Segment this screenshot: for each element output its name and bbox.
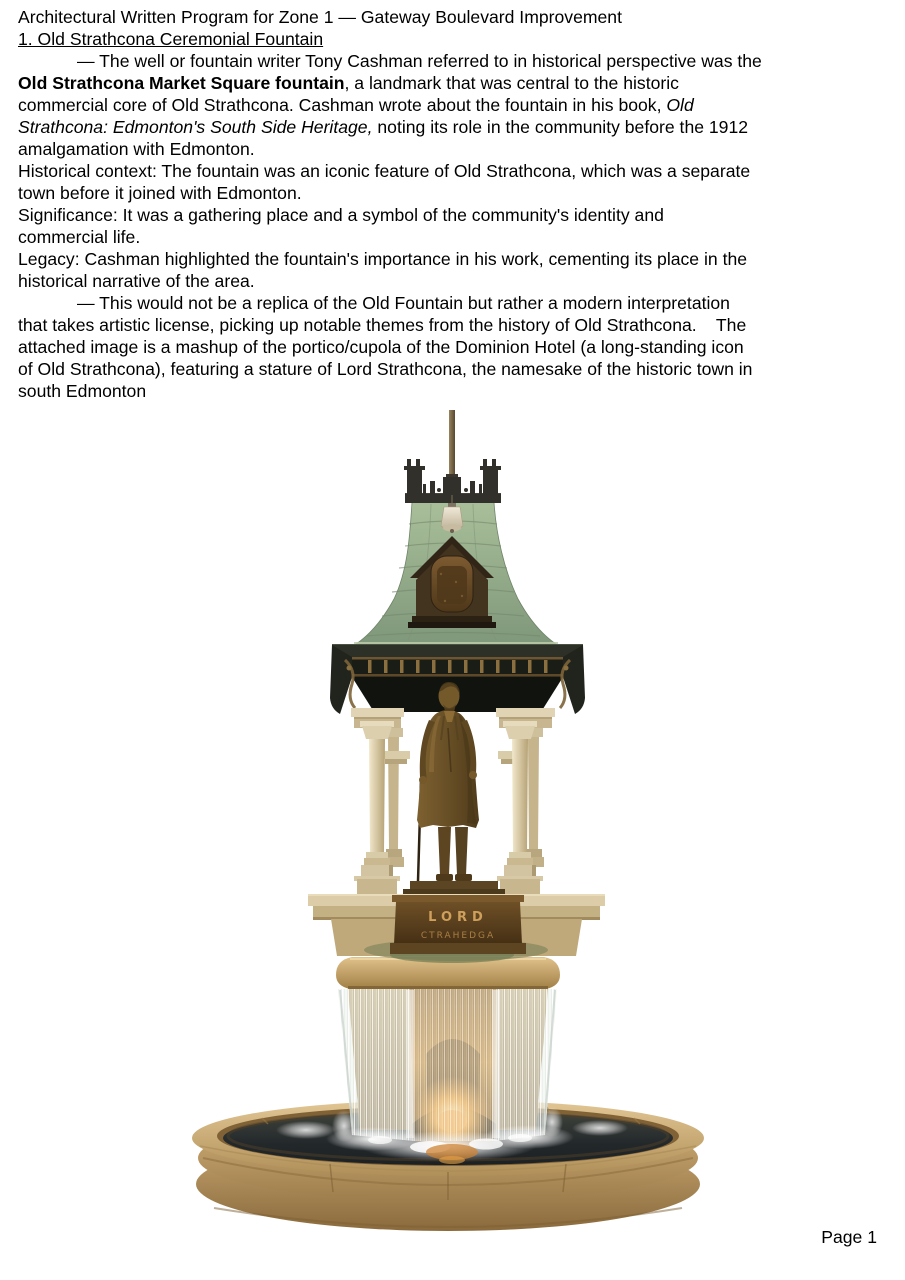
text-line [18,94,890,116]
text-line [18,248,890,270]
text-line [18,6,890,28]
fountain-illustration [180,406,740,1232]
page-number: Page 1 [821,1227,877,1247]
text-line [18,72,890,94]
water-curtain [338,989,557,1141]
text-line [18,270,890,292]
text-segment: commercial life. [18,227,141,247]
text-segment: of Old Strathcona), featuring a stature of Lord Strathcona, the namesake of the historic town in [18,359,753,379]
text-line [18,138,890,160]
text-segment: attached image is a mashup of the portico/cupola of the Dominion Hotel (a long-standing icon [18,337,744,357]
text-segment: south Edmonton [18,381,147,401]
text-segment: — The well or fountain writer Tony Cashman referred to in historical perspective was the [77,51,762,71]
text-line [18,116,890,138]
text-segment: Old [666,95,694,115]
text-line [18,160,890,182]
text-segment: noting its role in the community before the 1912 [372,117,749,137]
text-segment: amalgamation with Edmonton. [18,139,255,159]
text-segment: that takes artistic license, picking up notable themes from the history of Old Strathcona. The [18,315,747,335]
text-line [18,182,890,204]
text-segment: Legacy: Cashman highlighted the fountain's importance in his work, cementing its place in the [18,249,748,269]
fountain-concept-image [180,406,740,1232]
text-segment: town before it joined with Edmonton. [18,183,302,203]
text-segment: Historical context: The fountain was an iconic feature of Old Strathcona, which was a separate [18,161,751,181]
text-segment: historical narrative of the area. [18,271,255,291]
text-segment: 1. Old Strathcona Ceremonial Fountain [18,29,324,49]
text-segment: commercial core of Old Strathcona. Cashman wrote about the fountain in his book, [18,95,667,115]
text-line [18,28,890,50]
text-line [18,50,890,72]
text-line [18,380,890,402]
plaque-text-strathcona: CTRAHEDGA [420,931,496,941]
text-segment: Old Strathcona Market Square fountain [18,73,345,93]
text-segment: Architectural Written Program for Zone 1 — Gateway Boulevard Improvement [18,7,622,27]
text-segment: Significance: It was a gathering place and a symbol of the community's identity and [18,205,664,225]
text-segment: , a landmark that was central to the historic [344,73,679,93]
pedestal-plaque [308,894,605,963]
text-segment: — This would not be a replica of the Old Fountain but rather a modern interpretation [77,293,730,313]
text-line [18,226,890,248]
finial-pole [446,410,458,480]
text-line [18,204,890,226]
text-line [18,292,890,314]
text-segment: Strathcona: Edmonton's South Side Heritage, [18,117,373,137]
plaque-text-lord: LORD [428,910,488,925]
text-line [18,358,890,380]
text-line [18,336,890,358]
statue-lord-strathcona [403,682,505,899]
text-line [18,314,890,336]
document-text [18,6,890,402]
